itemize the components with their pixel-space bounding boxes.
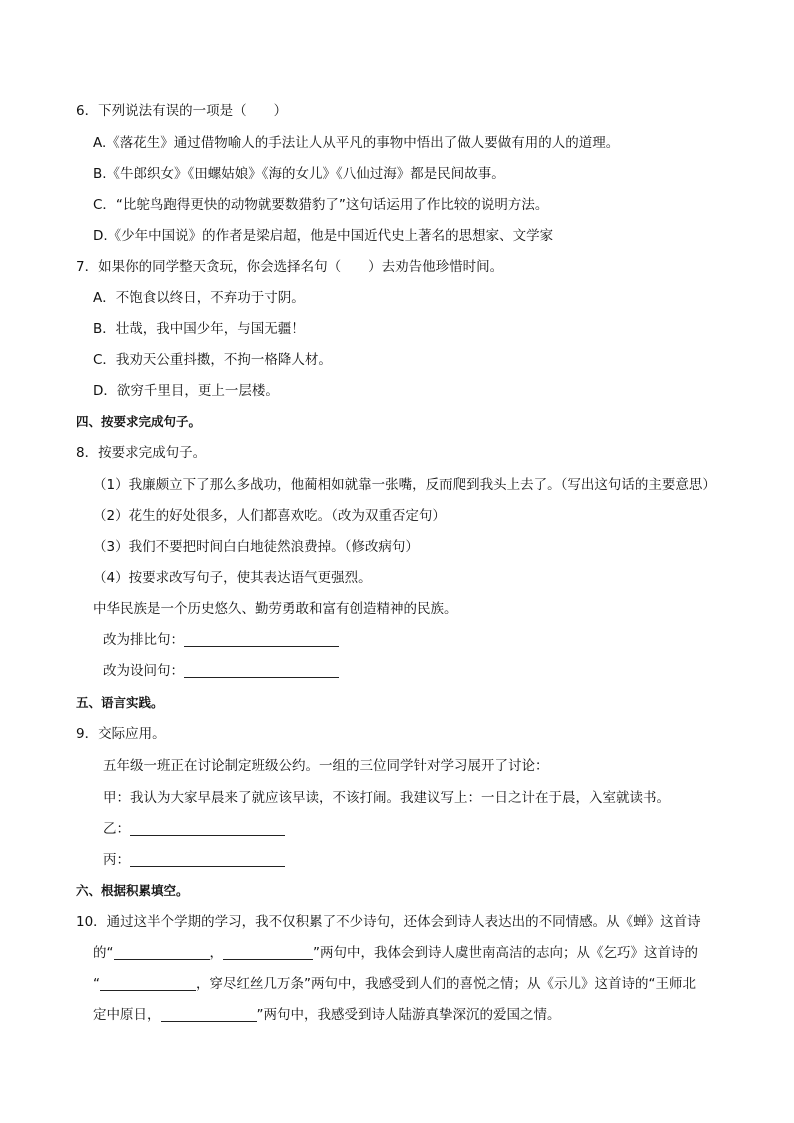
q6-stem: 6．下列说法有误的一项是（ ） bbox=[76, 103, 288, 119]
q9-bing-answer-blank[interactable] bbox=[130, 852, 285, 867]
q8-subquestion-3: （3）我们不要把时间白白地徒然浪费掉。（修改病句） bbox=[93, 539, 419, 555]
q10-line-4 bbox=[93, 1006, 561, 1024]
q7-option-c: C．我劝天公重抖擞，不拘一格降人材。 bbox=[93, 352, 332, 368]
q10-l3-rest: ，穿尽红丝几万条”两句中，我感受到人们的喜悦之情；从《示儿》这首诗的“王师北 bbox=[196, 976, 696, 992]
q8-subquestion-2: （2）花生的好处很多，人们都喜欢吃。（改为双重否定句） bbox=[93, 508, 446, 524]
q10-blank-2[interactable] bbox=[223, 945, 313, 960]
q9-context: 五年级一班正在讨论制定班级公约。一组的三位同学针对学习展开了讨论： bbox=[103, 758, 549, 774]
q10-l2-comma: ， bbox=[209, 945, 223, 961]
q8-rhetorical-answer-blank[interactable] bbox=[184, 663, 339, 678]
q9-speaker-jia: 甲：我认为大家早晨来了就应该早读，不该打闹。我建议写上：一日之计在于晨，入室就读书。 bbox=[103, 790, 670, 806]
q8-subquestion-1: （1）我廉颇立下了那么多战功，他蔺相如就靠一张嘴，反而爬到我头上去了。（写出这句话的主要意思） bbox=[93, 477, 716, 493]
q9-speaker-yi-row bbox=[103, 820, 285, 838]
q10-blank-1[interactable] bbox=[114, 945, 210, 960]
q8-stem: 8．按要求完成句子。 bbox=[76, 445, 207, 461]
q7-stem: 7．如果你的同学整天贪玩，你会选择名句（ ）去劝告他珍惜时间。 bbox=[76, 259, 504, 275]
q8-rhetorical-row bbox=[103, 662, 339, 680]
q6-option-b: B.《牛郎织女》《田螺姑娘》《海的女儿》《八仙过海》都是民间故事。 bbox=[93, 166, 505, 182]
q8-sentence: 中华民族是一个历史悠久、勤劳勇敢和富有创造精神的民族。 bbox=[93, 601, 458, 617]
q10-line-3 bbox=[93, 975, 696, 993]
q10-l4-rest: ”两句中，我感受到诗人陆游真挚深沉的爱国之情。 bbox=[256, 1007, 561, 1023]
q8-parallel-row bbox=[103, 631, 339, 649]
q10-blank-4[interactable] bbox=[161, 1007, 257, 1022]
q6-option-d: D.《少年中国说》的作者是梁启超，他是中国近代史上著名的思想家、文学家 bbox=[93, 228, 554, 244]
q10-l4-start: 定中原日， bbox=[93, 1007, 161, 1023]
q10-l2-rest: ”两句中，我体会到诗人虞世南高洁的志向；从《乞巧》这首诗的 bbox=[313, 945, 698, 961]
q8-parallel-answer-blank[interactable] bbox=[184, 632, 339, 647]
q6-option-a: A.《落花生》通过借物喻人的手法让人从平凡的事物中悟出了做人要做有用的人的道理。 bbox=[93, 135, 620, 151]
q9-speaker-bing-row bbox=[103, 851, 285, 869]
q10-l3-open: “ bbox=[93, 976, 100, 992]
section-five-heading: 五、语言实践。 bbox=[76, 695, 164, 710]
q7-option-d: D．欲穷千里目，更上一层楼。 bbox=[93, 383, 279, 399]
q10-line-2 bbox=[93, 944, 698, 962]
q9-speaker-yi-label: 乙： bbox=[103, 821, 130, 837]
q9-yi-answer-blank[interactable] bbox=[130, 821, 285, 836]
q10-blank-3[interactable] bbox=[100, 976, 196, 991]
q9-speaker-bing-label: 丙： bbox=[103, 852, 130, 868]
q6-option-c: C．“比鸵鸟跑得更快的动物就要数猎豹了”这句话运用了作比较的说明方法。 bbox=[93, 197, 549, 213]
q10-l2-open: 的“ bbox=[93, 945, 114, 961]
q7-option-a: A．不饱食以终日，不弃功于寸阴。 bbox=[93, 290, 305, 306]
q8-subquestion-4: （4）按要求改写句子，使其表达语气更强烈。 bbox=[93, 570, 372, 586]
q8-parallel-label: 改为排比句： bbox=[103, 632, 184, 648]
q8-rhetorical-label: 改为设问句： bbox=[103, 663, 184, 679]
section-four-heading: 四、按要求完成句子。 bbox=[76, 414, 202, 429]
q9-stem: 9．交际应用。 bbox=[76, 726, 166, 742]
q10-line-1: 10．通过这半个学期的学习，我不仅积累了不少诗句，还体会到诗人表达出的不同情感。从《蝉》这首诗 bbox=[76, 914, 701, 930]
q7-option-b: B．壮哉，我中国少年，与国无疆！ bbox=[93, 321, 305, 337]
section-six-heading: 六、根据积累填空。 bbox=[76, 883, 189, 898]
